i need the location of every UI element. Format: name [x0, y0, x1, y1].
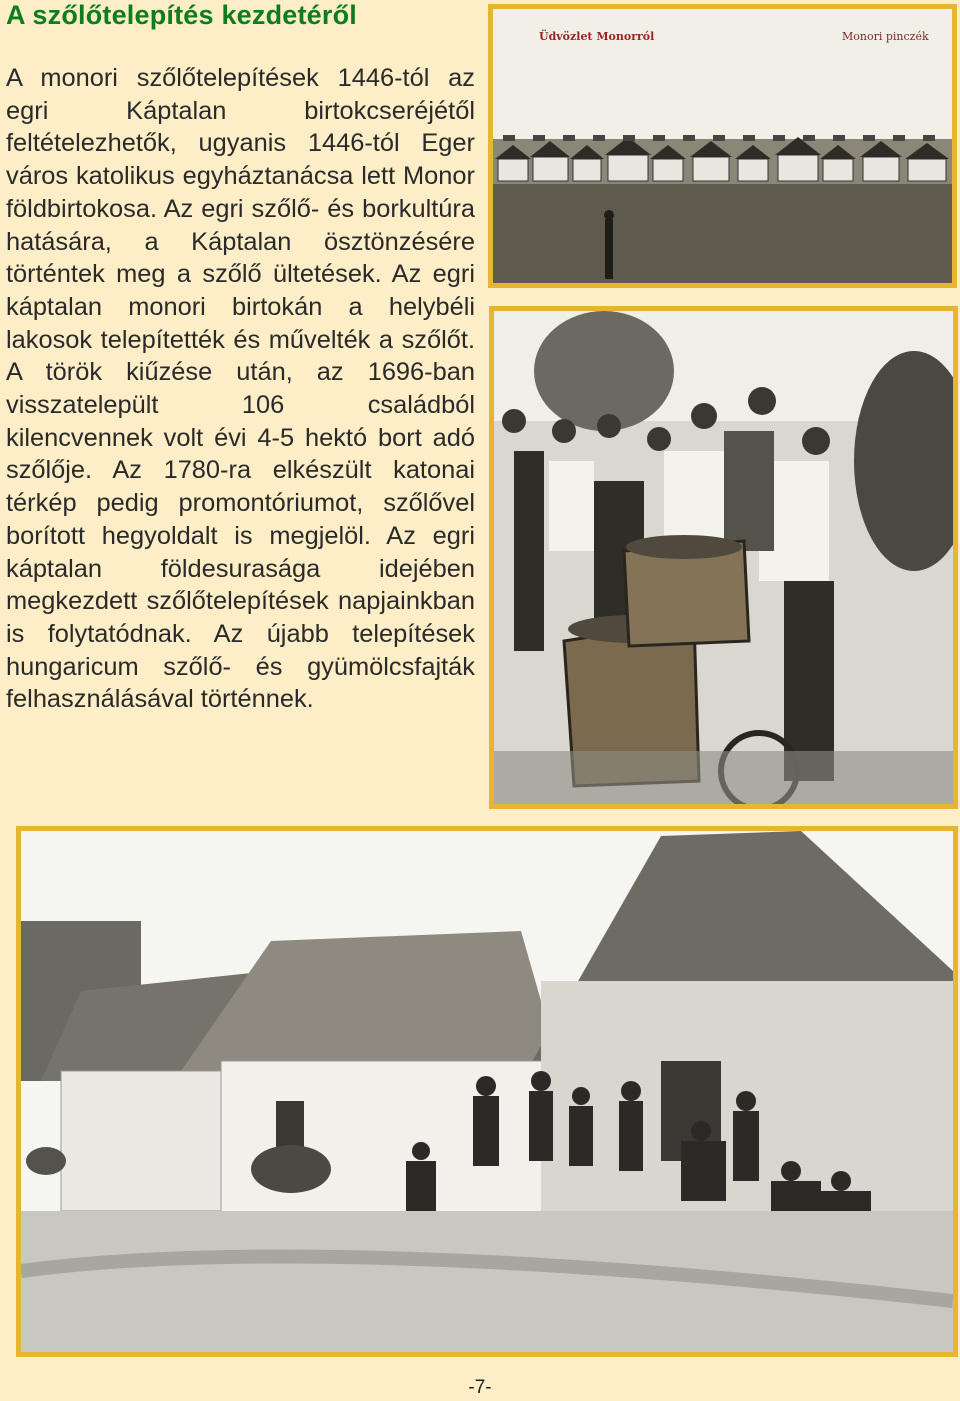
postcard-photo [488, 4, 957, 288]
page-number: -7- [468, 1377, 492, 1398]
cellar-group-photo [16, 826, 958, 1357]
postcard-caption-left: Üdvözlet Monorról [539, 30, 655, 43]
body-paragraph: A monori szőlőtelepítések 1446-tól az egri Káptalan birtokcseréjétől feltételezhetők, ugyanis 1446-tól Eger város katolikus egyháztanácsa lett Monor földbirtokosa. Az egri szőlő- és borkultúra hatására, a Káptalan ösztönzésére történtek meg a szőlő ültetések. Az egri káptalan monori birtokán a helybéli lakosok telepítették és művelték a szőlőt. A török kiűzése után, az 1696-ban visszatelepült 106 családból kilencvennek volt évi 4-5 hektó bort adó szőlője. Az 1780-ra elkészült katonai térkép pedig promontóriumot, szőlővel borított hegyoldalt is megjelöl. Az egri káptalan földesurasága idejében megkezdett szőlőtelepítések napjainkban is folytatódnak. Az újabb telepítések hungaricum szőlő- és gyümölcsfajták felhasználásával történnek. [6, 64, 475, 714]
harvest-photo [489, 306, 958, 809]
harvest-image [494, 311, 953, 804]
postcard-image [493, 9, 952, 283]
cellar-group-image [21, 831, 953, 1352]
postcard-caption-right: Monori pinczék [842, 30, 929, 43]
page-title: A szőlőtelepítés kezdetéről [6, 0, 357, 30]
